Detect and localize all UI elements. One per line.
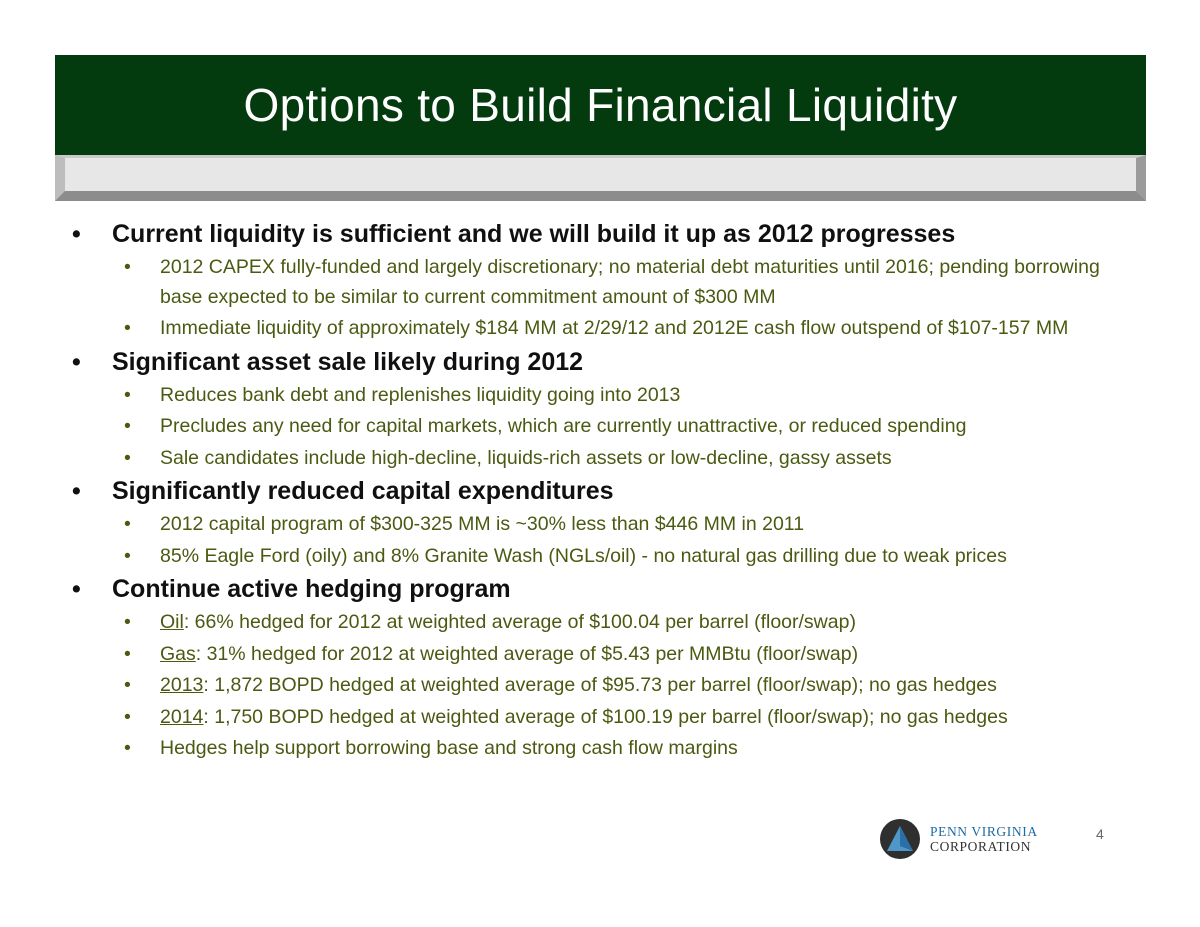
bullet-icon: • (124, 383, 131, 406)
hedge-lead-gas: Gas (160, 642, 196, 665)
list-item: • Reduces bank debt and replenishes liquidity going into 2013 (72, 381, 1142, 411)
logo-wordmark (930, 824, 1038, 854)
list-item: • Oil: 66% hedged for 2012 at weighted average of $100.04 per barrel (floor/swap) (72, 608, 1142, 638)
hedge-lead-2013: 2013 (160, 674, 204, 696)
section-heading: • Significant asset sale likely during 2012 (72, 347, 584, 376)
bullet-icon: • (124, 544, 131, 567)
section-liquidity (72, 218, 1142, 344)
list-item: • 85% Eagle Ford (oily) and 8% Granite Wash (NGLs/oil) - no natural gas drilling due to weak prices (72, 542, 1142, 572)
list-item: • 2012 capital program of $300-325 MM is ~30% less than $446 MM in 2011 (72, 510, 1142, 540)
bullet-icon: • (124, 642, 131, 665)
logo-line-2: CORPORATION (930, 839, 1032, 854)
triangle-logo-icon (880, 819, 920, 859)
list-item: • 2013: 1,872 BOPD hedged at weighted average of $95.73 per barrel (floor/swap); no gas hedges (72, 671, 1142, 701)
logo-line-1: PENN VIRGINIA (930, 824, 1038, 839)
list-item: • 2012 CAPEX fully-funded and largely discretionary; no material debt maturities until 2016; pending borrowing base expected to be similar to current commitment amount of $300 MM (72, 253, 1142, 312)
bullet-icon: • (124, 611, 131, 633)
bullet-icon: • (72, 575, 81, 603)
bullet-icon: • (72, 347, 81, 376)
slide-title: Options to Build Financial Liquidity (243, 79, 958, 131)
bullet-icon: • (124, 705, 131, 728)
slide-content (72, 218, 1142, 766)
bullet-icon: • (124, 446, 131, 469)
bullet-icon: • (124, 737, 131, 759)
list-item: • Sale candidates include high-decline, liquids-rich assets or low-decline, gassy assets (72, 444, 1142, 474)
list-item: • Immediate liquidity of approximately $184 MM at 2/29/12 and 2012E cash flow outspend of $107-157 MM (72, 314, 1142, 344)
section-asset-sale (72, 346, 1142, 474)
bullet-icon: • (72, 220, 81, 248)
company-logo (880, 818, 1050, 860)
title-ribbon (55, 155, 1146, 201)
bullet-icon: • (124, 415, 131, 437)
bullet-icon: • (124, 317, 131, 339)
page-number: 4 (1096, 826, 1104, 842)
bullet-icon: • (72, 477, 81, 505)
title-bar (55, 55, 1146, 155)
list-item: • Gas: 31% hedged for 2012 at weighted average of $5.43 per MMBtu (floor/swap) (72, 640, 1142, 670)
bullet-icon: • (124, 674, 131, 696)
section-hedging (72, 573, 1142, 764)
section-heading: • Significantly reduced capital expenditures (72, 477, 614, 505)
bullet-icon: • (124, 256, 131, 278)
section-heading: • Current liquidity is sufficient and we will build it up as 2012 progresses (72, 220, 956, 248)
hedge-lead-2014: 2014 (160, 705, 204, 728)
section-capex (72, 475, 1142, 571)
list-item: • Precludes any need for capital markets, which are currently unattractive, or reduced spending (72, 412, 1142, 442)
hedge-lead-oil: Oil (160, 611, 184, 633)
section-heading: • Continue active hedging program (72, 575, 511, 603)
list-item: • 2014: 1,750 BOPD hedged at weighted average of $100.19 per barrel (floor/swap); no gas hedges (72, 703, 1142, 733)
list-item: • Hedges help support borrowing base and strong cash flow margins (72, 734, 1142, 764)
bullet-icon: • (124, 513, 131, 535)
